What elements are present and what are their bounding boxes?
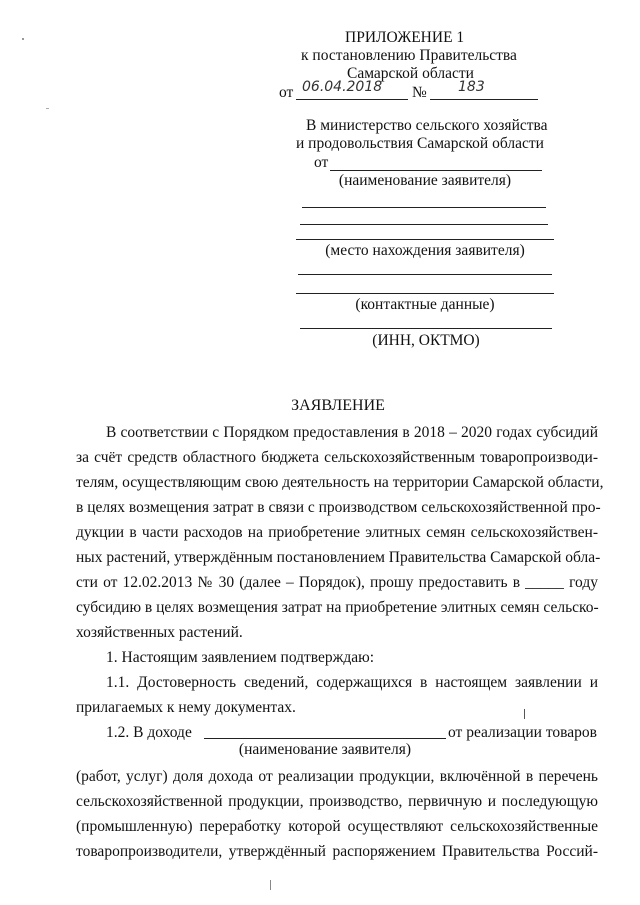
date-handwritten: 06.04.2018 [302, 79, 383, 95]
inn-caption: (ИНН, ОКТМО) [372, 332, 480, 349]
appendix-line-1: к постановлению Правительства [301, 47, 517, 64]
scan-dot [46, 108, 49, 109]
item-1-2-line: (промышленную) переработку которой осуществляют сельскохозяйственные [76, 818, 598, 835]
paragraph-line: в целях возмещения затрат в связи с производством сельскохозяйственной про- [76, 499, 601, 516]
paragraph-line: ных растений, утверждённым постановлением Правительства Самарской обла- [76, 549, 601, 566]
paragraph-line: В соответствии с Порядком предоставления в 2018 – 2020 годах субсидий [106, 424, 598, 441]
applicant-underline [330, 170, 542, 171]
item-1: 1. Настоящим заявлением подтверждаю: [106, 649, 375, 666]
paragraph-line: хозяйственных растений. [76, 624, 243, 641]
scan-dot [22, 38, 24, 40]
number-handwritten: 183 [458, 79, 485, 95]
item-1-1-line: прилагаемых к нему документах. [76, 699, 296, 716]
scan-mark [270, 880, 271, 890]
blank-line-2 [300, 224, 548, 225]
paragraph-line: сти от 12.02.2013 № 30 (далее – Порядок), прошу предоставить в _____ году [76, 574, 598, 591]
number-underline [430, 99, 538, 100]
applicant-caption: (наименование заявителя) [338, 172, 512, 189]
item-1-1-line: 1.1. Достоверность сведений, содержащихся в настоящем заявлении и [106, 674, 598, 691]
item-1-2-underline [204, 738, 446, 739]
item-1-2-line: товаропроизводители, утверждённый распоряжением Правительства Россий- [76, 843, 598, 860]
item-1-2-line: сельскохозяйственной продукции, производство, первичную и последующую [76, 793, 598, 810]
inn-underline [300, 328, 552, 329]
scan-mark [524, 709, 525, 719]
blank-line-1 [302, 207, 546, 208]
contacts-underline [296, 293, 554, 294]
paragraph-line: субсидию в целях возмещения затрат на приобретение элитных семян сельско- [76, 599, 599, 616]
contacts-caption: (контактные данные) [355, 296, 495, 313]
item-1-2-start: 1.2. В доходе [106, 724, 192, 741]
paragraph-line: за счёт средств областного бюджета сельскохозяйственным товаропроизводи- [76, 449, 598, 466]
blank-line-3 [298, 274, 552, 275]
from-label: от [314, 154, 329, 171]
item-1-2-end: от реализации товаров [448, 724, 597, 741]
paragraph-line: телям, осуществляющим свою деятельность на территории Самарской области, [76, 474, 604, 491]
date-prefix: от [279, 84, 294, 101]
document-title: ЗАЯВЛЕНИЕ [291, 397, 385, 414]
paragraph-line: дукции в части расходов на приобретение элитных семян сельскохозяйствен- [76, 524, 598, 541]
addressee-line-2: и продовольствия Самарской области [296, 135, 544, 152]
addressee-line-1: В министерство сельского хозяйства [306, 117, 548, 134]
appendix-line-2: Самарской области [347, 65, 474, 82]
item-1-2-line: (работ, услуг) доля дохода от реализации продукции, включённой в перечень [76, 768, 598, 785]
item-1-2-caption: (наименование заявителя) [238, 741, 412, 758]
location-caption: (место нахождения заявителя) [325, 242, 525, 259]
number-label: № [412, 84, 427, 101]
appendix-title: ПРИЛОЖЕНИЕ 1 [345, 29, 465, 46]
location-underline [296, 239, 554, 240]
date-underline [296, 99, 408, 100]
